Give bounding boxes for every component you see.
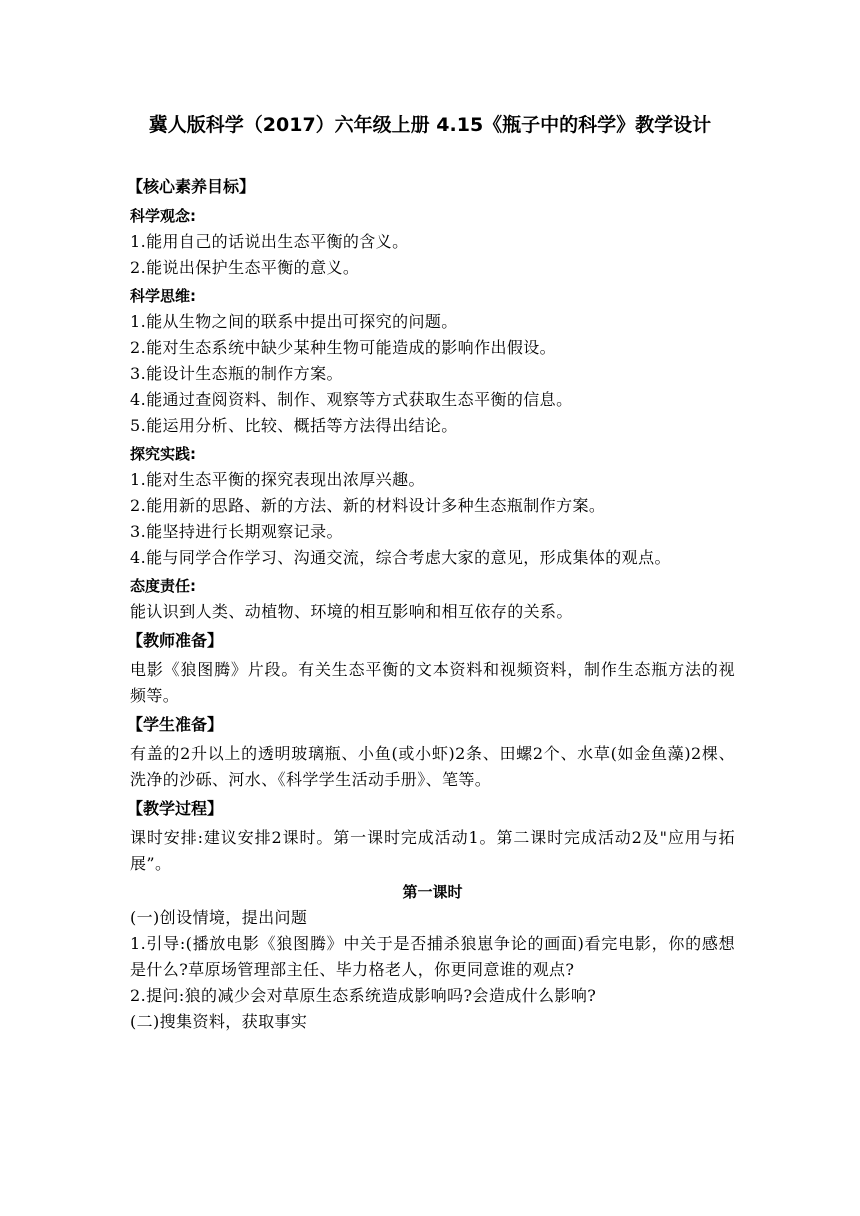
step-2-title: (二)搜集资料，获取事实 [130,1012,308,1031]
attitude-text: 能认识到人类、动植物、环境的相互影响和相互依存的关系。 [130,602,573,621]
science-thinking-label: 科学思维: [130,287,196,305]
list-item: 4.能通过查阅资料、制作、观察等方式获取生态平衡的信息。 [130,390,573,409]
core-goals-header: 【核心素养目标】 [127,177,256,196]
list-item: 1.能从生物之间的联系中提出可探究的问题。 [130,312,458,331]
student-prep-text: 有盖的2升以上的透明玻璃瓶、小鱼(或小虾)2条、田螺2个、水草(如金鱼藻)2棵、洗净的沙砾、河水、《科学学生活动手册》、笔等。 [130,744,735,789]
list-item: 1.能用自己的话说出生态平衡的含义。 [130,232,409,251]
list-item: 5.能运用分析、比较、概括等方法得出结论。 [130,416,458,435]
document-body [127,175,735,1035]
list-item: 2.能对生态系统中缺少某种生物可能造成的影响作出假设。 [130,338,557,357]
teacher-prep-header: 【教师准备】 [127,631,224,650]
list-item: 1.引导:(播放电影《狼图腾》中关于是否捕杀狼崽争论的画面)看完电影，你的感想是什么?草原场管理部主任、毕力格老人，你更同意谁的观点? [130,934,735,979]
list-item: 3.能坚持进行长期观察记录。 [130,522,343,541]
attitude-label: 态度责任: [130,577,196,595]
student-prep-header: 【学生准备】 [127,715,224,734]
list-item: 1.能对生态平衡的探究表现出浓厚兴趣。 [130,470,425,489]
inquiry-practice-label: 探究实践: [130,445,196,463]
schedule-text: 课时安排:建议安排2课时。第一课时完成活动1。第二课时完成活动2及"应用与拓展”。 [130,828,735,873]
list-item: 2.能说出保护生态平衡的意义。 [130,258,360,277]
lesson-1-heading: 第一课时 [402,883,463,901]
process-header: 【教学过程】 [127,799,224,818]
document-title: 冀人版科学（2017）六年级上册 4.15《瓶子中的科学》教学设计 [148,114,712,136]
step-1-title: (一)创设情境，提出问题 [130,908,308,927]
list-item: 2.提问:狼的减少会对草原生态系统造成影响吗?会造成什么影响? [130,986,597,1005]
list-item: 2.能用新的思路、新的方法、新的材料设计多种生态瓶制作方案。 [130,496,606,515]
science-concept-label: 科学观念: [130,207,196,225]
teacher-prep-text: 电影《狼图腾》片段。有关生态平衡的文本资料和视频资料，制作生态瓶方法的视频等。 [130,660,735,705]
list-item: 4.能与同学合作学习、沟通交流，综合考虑大家的意见，形成集体的观点。 [130,548,671,567]
list-item: 3.能设计生态瓶的制作方案。 [130,364,343,383]
